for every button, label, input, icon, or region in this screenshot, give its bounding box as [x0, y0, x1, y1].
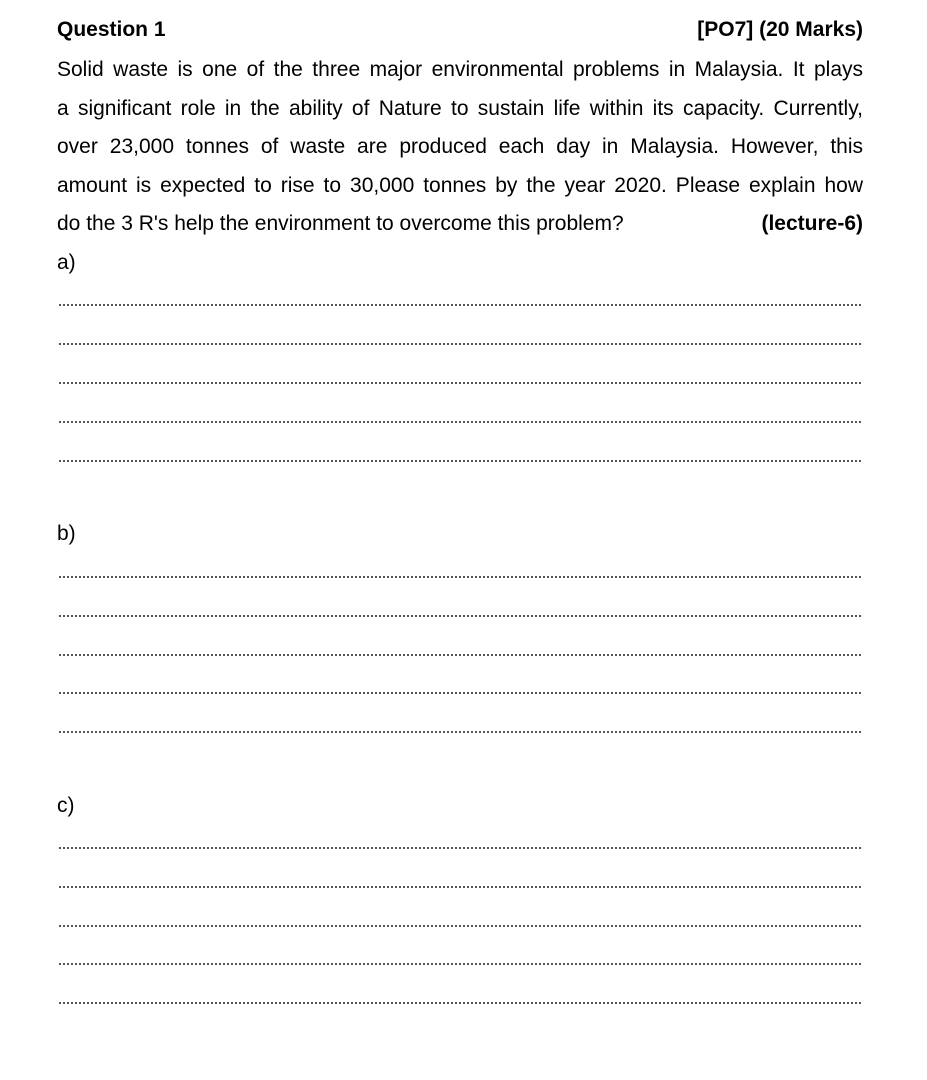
- question-title: Question 1: [57, 18, 166, 41]
- answer-line-b2[interactable]: [59, 615, 861, 617]
- answer-line-c1[interactable]: [59, 847, 861, 849]
- lecture-reference: (lecture-6): [761, 212, 863, 235]
- answer-line-b1[interactable]: [59, 576, 861, 578]
- answer-line-a4[interactable]: [59, 421, 861, 423]
- question-text-line: a significant role in the ability of Nature to sustain life within its capacity. Currently,: [57, 96, 863, 120]
- answer-line-b3[interactable]: [59, 654, 861, 656]
- question-text: [57, 51, 863, 244]
- part-b-label: b): [57, 522, 76, 545]
- question-text-line: Solid waste is one of the three major environmental problems in Malaysia. It plays: [57, 58, 863, 81]
- answer-line-a5[interactable]: [59, 460, 861, 462]
- question-header: [57, 15, 863, 45]
- answer-line-a3[interactable]: [59, 382, 861, 384]
- answer-line-b5[interactable]: [59, 731, 861, 733]
- answer-line-b4[interactable]: [59, 692, 861, 694]
- answer-line-c2[interactable]: [59, 886, 861, 888]
- question-text-last-line: [57, 205, 863, 244]
- question-text-line: over 23,000 tonnes of waste are produced each day in Malaysia. However, this: [57, 135, 863, 158]
- answer-line-a2[interactable]: [59, 343, 861, 345]
- answer-line-c4[interactable]: [59, 963, 861, 965]
- question-text-line: amount is expected to rise to 30,000 tonnes by the year 2020. Please explain how: [57, 173, 863, 197]
- part-c-label: c): [57, 794, 75, 817]
- part-a-label: a): [57, 251, 76, 274]
- question-text-line: do the 3 R's help the environment to overcome this problem?: [57, 212, 624, 235]
- answer-line-c3[interactable]: [59, 925, 861, 927]
- answer-line-c5[interactable]: [59, 1002, 861, 1004]
- question-marks: [PO7] (20 Marks): [697, 18, 863, 41]
- answer-line-a1[interactable]: [59, 304, 861, 306]
